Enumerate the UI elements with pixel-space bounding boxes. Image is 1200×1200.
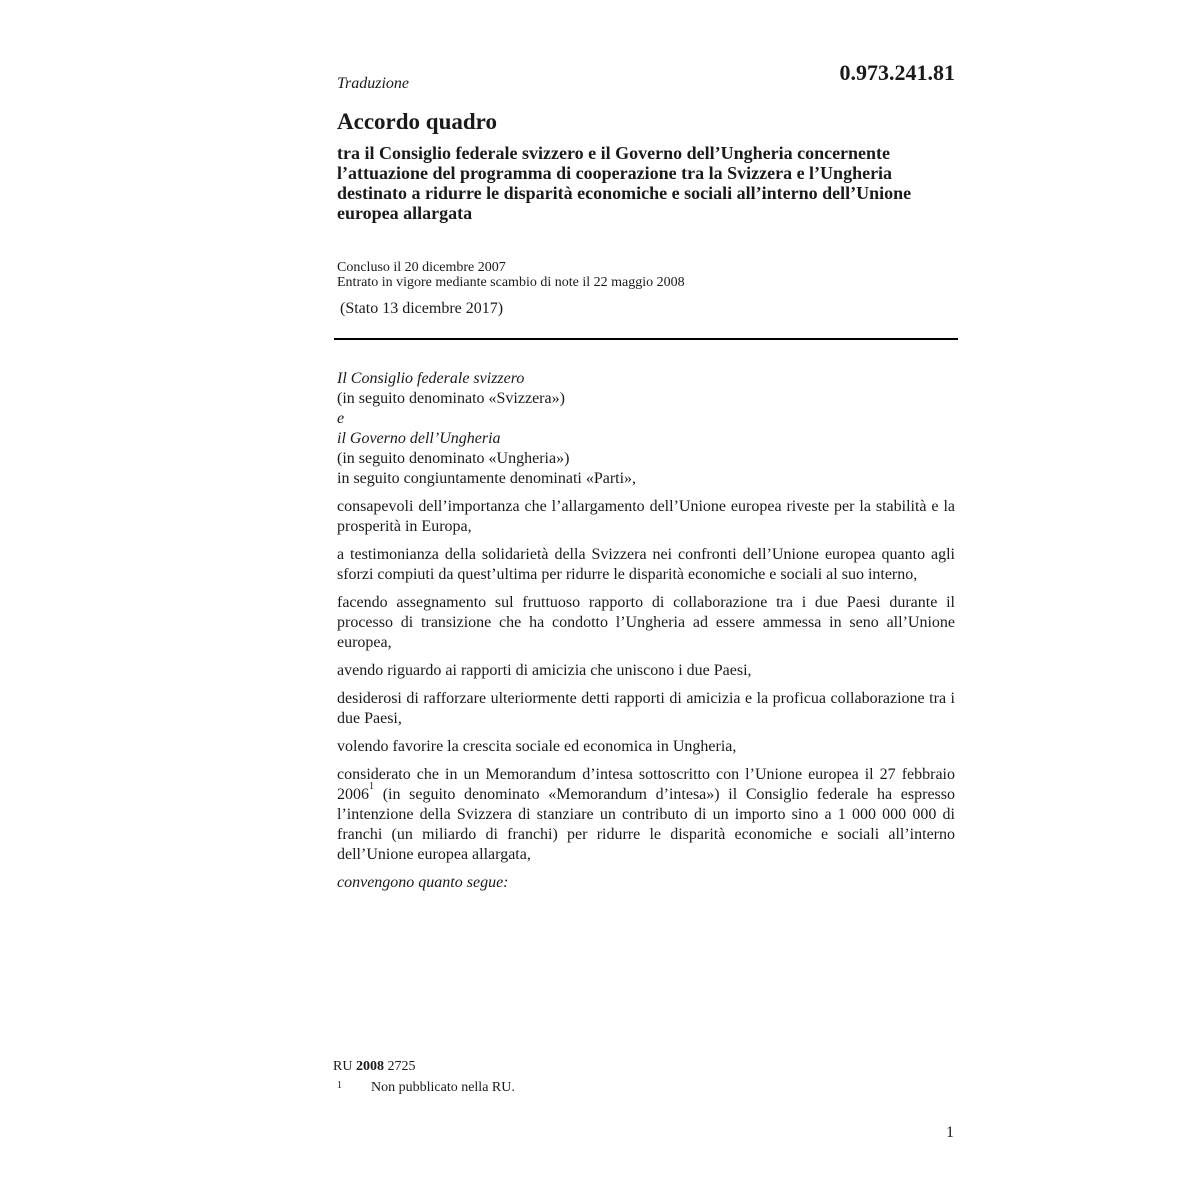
page-number: 1 [946, 1124, 954, 1141]
header-divider [334, 338, 958, 340]
official-collection-reference [333, 1059, 415, 1075]
translation-label: Traduzione [337, 75, 410, 92]
sr-number: 0.973.241.81 [839, 60, 955, 85]
party-switzerland: Il Consiglio federale svizzero [337, 370, 525, 387]
memorandum-paragraph [337, 765, 955, 865]
memorandum-text-end: (in seguito denominato «Memorandum d’intesa») il Consiglio federale ha espresso l’intenzione della Svizzera di stanziare un contributo di un importo sino a 1 000 000 000 di franchi (un miliardo di franchi) per ridurre le disparità economiche e sociali all’interno dell’Unione europea allargata, [337, 786, 955, 863]
party-switzerland-alias: (in seguito denominato «Svizzera») [337, 390, 565, 407]
concluded-date: Concluso il 20 dicembre 2007 [337, 260, 506, 275]
preamble-considerations [337, 497, 955, 901]
ru-page: 2725 [387, 1059, 416, 1074]
ru-prefix: RU [333, 1059, 353, 1074]
party-conjunction: e [337, 410, 345, 427]
footnote-text: Non pubblicato nella RU. [371, 1080, 515, 1095]
status-date: (Stato 13 dicembre 2017) [340, 300, 504, 317]
date-block [337, 260, 685, 290]
in-force-date: Entrato in vigore mediante scambio di note il 22 maggio 2008 [337, 275, 685, 290]
footnote [337, 1080, 515, 1096]
consideration-paragraph: desiderosi di rafforzare ulteriormente detti rapporti di amicizia e la proficua collaborazione tra i due Paesi, [337, 690, 955, 727]
ru-year: 2008 [355, 1059, 384, 1074]
consideration-paragraph: facendo assegnamento sul fruttuoso rapporto di collaborazione tra i due Paesi durante il processo di transizione che ha condotto l’Ungheria ad essere ammessa in seno all’Unione europea, [337, 594, 955, 651]
consideration-paragraph: volendo favorire la crescita sociale ed economica in Ungheria, [337, 738, 737, 755]
consideration-paragraph: avendo riguardo ai rapporti di amicizia che uniscono i due Paesi, [337, 662, 752, 679]
party-hungary: il Governo dell’Ungheria [337, 430, 501, 447]
footnote-mark: 1 [337, 1080, 342, 1091]
footnote-reference[interactable]: 1 [369, 781, 374, 792]
parties-block [337, 369, 955, 489]
party-hungary-alias: (in seguito denominato «Ungheria») [337, 450, 570, 467]
document-title: Accordo quadro [337, 109, 497, 134]
consideration-paragraph: consapevoli dell’importanza che l’allargamento dell’Unione europea riveste per la stabilità e la prosperità in Europa, [337, 498, 955, 535]
consideration-paragraph: a testimonianza della solidarietà della Svizzera nei confronti dell’Unione europea quanto agli sforzi compiuti da quest’ultima per ridurre le disparità economiche e sociali al suo interno, [337, 546, 955, 583]
closing-phrase: convengono quanto segue: [337, 874, 509, 891]
parties-joint-alias: in seguito congiuntamente denominati «Parti», [337, 470, 637, 487]
memorandum-text-start: considerato che in un Memorandum d’intesa sottoscritto con l’Unione europea il 27 febbraio 2006 [337, 766, 955, 803]
document-subtitle: tra il Consiglio federale svizzero e il Governo dell’Ungheria concernente l’attuazione del programma di cooperazione tra la Svizzera e l’Ungheria destinato a ridurre le disparità economiche e sociali all’interno dell’Unione europea allargata [337, 143, 912, 223]
